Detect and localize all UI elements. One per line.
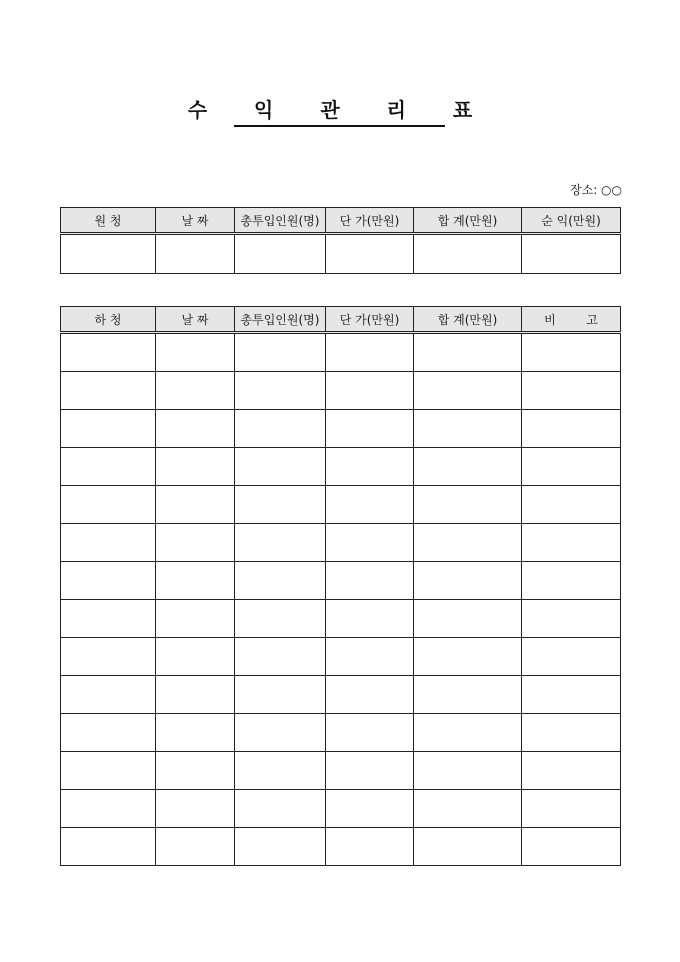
table-cell[interactable] [235, 790, 326, 828]
table-cell[interactable] [522, 234, 621, 274]
header-total: 합 계(만원) [414, 307, 522, 333]
table-cell[interactable] [235, 600, 326, 638]
table-cell[interactable] [522, 448, 621, 486]
table-cell[interactable] [235, 524, 326, 562]
table-cell[interactable] [522, 410, 621, 448]
table-cell[interactable] [156, 372, 235, 410]
table-cell[interactable] [235, 828, 326, 866]
table-cell[interactable] [414, 638, 522, 676]
table-cell[interactable] [156, 828, 235, 866]
table-cell[interactable] [522, 524, 621, 562]
header-contractor: 원 청 [61, 208, 156, 234]
table-cell[interactable] [156, 486, 235, 524]
table-row [61, 562, 621, 600]
table-header-row [61, 307, 621, 333]
table-cell[interactable] [326, 372, 414, 410]
table-cell[interactable] [156, 562, 235, 600]
table-cell[interactable] [61, 234, 156, 274]
table-row [61, 714, 621, 752]
table-cell[interactable] [235, 410, 326, 448]
table-cell[interactable] [414, 714, 522, 752]
table-cell[interactable] [156, 600, 235, 638]
table-cell[interactable] [522, 600, 621, 638]
table-cell[interactable] [522, 714, 621, 752]
table-cell[interactable] [326, 486, 414, 524]
table-cell[interactable] [326, 562, 414, 600]
table-cell[interactable] [326, 448, 414, 486]
table-cell[interactable] [522, 562, 621, 600]
table-cell[interactable] [326, 600, 414, 638]
table-cell[interactable] [61, 562, 156, 600]
table-cell[interactable] [414, 410, 522, 448]
header-total: 합 계(만원) [414, 208, 522, 234]
table-cell[interactable] [156, 410, 235, 448]
table-cell[interactable] [414, 790, 522, 828]
table-cell[interactable] [61, 752, 156, 790]
table-row [61, 638, 621, 676]
table-cell[interactable] [235, 486, 326, 524]
table-row [61, 676, 621, 714]
table-cell[interactable] [414, 828, 522, 866]
table-cell[interactable] [522, 676, 621, 714]
table-row [61, 372, 621, 410]
table-cell[interactable] [414, 486, 522, 524]
header-net-profit: 순 익(만원) [522, 208, 621, 234]
header-remarks: 비 고 [522, 307, 621, 333]
table-cell[interactable] [326, 752, 414, 790]
header-subcontractor: 하 청 [61, 307, 156, 333]
table-cell[interactable] [326, 410, 414, 448]
location-label: 장소: ○○ [570, 183, 622, 197]
table-row [61, 333, 621, 372]
header-total-workers: 총투입인원(명) [235, 208, 326, 234]
table-cell[interactable] [522, 828, 621, 866]
table-cell[interactable] [156, 333, 235, 372]
table-cell[interactable] [326, 333, 414, 372]
table-cell[interactable] [235, 752, 326, 790]
table-cell[interactable] [414, 562, 522, 600]
table-row [61, 752, 621, 790]
table-cell[interactable] [326, 676, 414, 714]
table-row [61, 524, 621, 562]
table-cell[interactable] [156, 714, 235, 752]
table-cell[interactable] [414, 448, 522, 486]
table-cell[interactable] [326, 638, 414, 676]
table-cell[interactable] [235, 448, 326, 486]
header-date: 날 짜 [156, 307, 235, 333]
header-total-workers: 총투입인원(명) [235, 307, 326, 333]
table-cell[interactable] [61, 524, 156, 562]
table-cell[interactable] [61, 790, 156, 828]
header-unit-price: 단 가(만원) [326, 307, 414, 333]
table-cell[interactable] [414, 676, 522, 714]
table-cell[interactable] [326, 714, 414, 752]
contractor-table [60, 207, 621, 274]
table-cell[interactable] [235, 638, 326, 676]
table-cell[interactable] [156, 752, 235, 790]
table-cell[interactable] [61, 638, 156, 676]
table-cell[interactable] [414, 524, 522, 562]
table-cell[interactable] [235, 562, 326, 600]
table-cell[interactable] [522, 790, 621, 828]
table-cell[interactable] [156, 638, 235, 676]
table-header-row [61, 208, 621, 234]
table-cell[interactable] [522, 372, 621, 410]
table-cell[interactable] [522, 638, 621, 676]
table-cell[interactable] [156, 234, 235, 274]
table-row [61, 600, 621, 638]
table-cell[interactable] [326, 234, 414, 274]
table-cell[interactable] [61, 410, 156, 448]
table-row [61, 410, 621, 448]
table-cell[interactable] [522, 486, 621, 524]
table-cell[interactable] [235, 234, 326, 274]
table-cell[interactable] [235, 714, 326, 752]
table-cell[interactable] [61, 333, 156, 372]
subcontractor-table [60, 306, 621, 866]
table-cell[interactable] [414, 600, 522, 638]
header-date: 날 짜 [156, 208, 235, 234]
table-cell[interactable] [235, 333, 326, 372]
table-row [61, 828, 621, 866]
table-cell[interactable] [156, 676, 235, 714]
table-cell[interactable] [326, 790, 414, 828]
table-cell[interactable] [522, 333, 621, 372]
table-cell[interactable] [414, 234, 522, 274]
table-cell[interactable] [61, 828, 156, 866]
table-cell[interactable] [61, 372, 156, 410]
title-underline [234, 125, 445, 127]
table-cell[interactable] [326, 828, 414, 866]
table-row [61, 448, 621, 486]
table-row [61, 790, 621, 828]
table-cell[interactable] [414, 372, 522, 410]
table-cell[interactable] [61, 676, 156, 714]
table-cell[interactable] [156, 524, 235, 562]
table-cell[interactable] [61, 486, 156, 524]
table-cell[interactable] [61, 714, 156, 752]
subcontractor-table-body [61, 333, 621, 866]
table-row [61, 486, 621, 524]
table-row [61, 234, 621, 274]
table-cell[interactable] [235, 372, 326, 410]
table-cell[interactable] [61, 600, 156, 638]
header-unit-price: 단 가(만원) [326, 208, 414, 234]
table-cell[interactable] [414, 333, 522, 372]
table-cell[interactable] [522, 752, 621, 790]
table-cell[interactable] [326, 524, 414, 562]
table-cell[interactable] [414, 752, 522, 790]
table-cell[interactable] [235, 676, 326, 714]
table-cell[interactable] [156, 448, 235, 486]
table-cell[interactable] [156, 790, 235, 828]
page-title: 수 익 관 리 표 [187, 98, 493, 122]
table-cell[interactable] [61, 448, 156, 486]
